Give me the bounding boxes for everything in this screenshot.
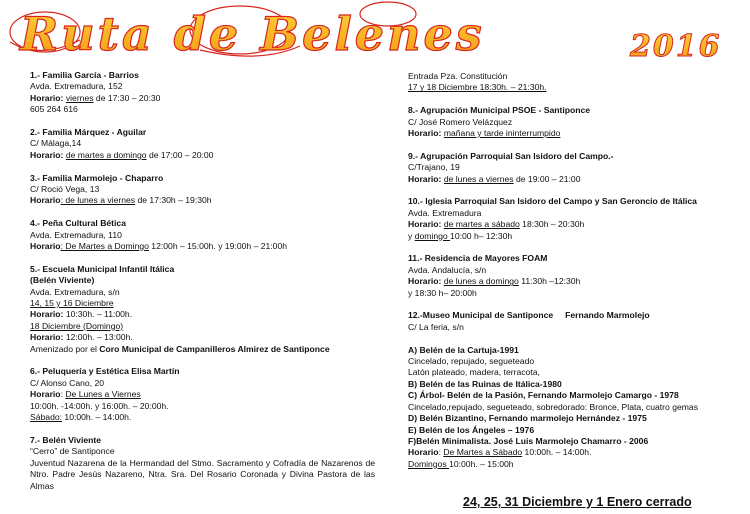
schedule: Horario: viernes de 17:30 – 20:30 — [30, 92, 161, 103]
entry-7 — [30, 435, 375, 492]
closed-dates-notice: 24, 25, 31 Diciembre y 1 Enero cerrado — [463, 495, 692, 509]
entry-title: 6.- Peluquería y Estética Elisa Martín — [30, 366, 180, 377]
entry-title: 5.- Escuela Municipal Infantil Itálica — [30, 263, 175, 274]
description: Juventud Nazarena de la Hermandad del Stmo. Sacramento y Cofradía de Nazarenos de Ntro. Padre Jesús Nazareno, Ntra. Sra. Del Rosario Coronada y Divina Pastora de las Almas — [30, 457, 375, 491]
address: C/Trajano, 19 — [408, 162, 460, 173]
address: C/ La feria, s/n — [408, 321, 464, 332]
entry-2 — [30, 127, 375, 161]
entry-10 — [408, 196, 748, 242]
schedule: Horario: de lunes a viernes de 17:30h – 19:30h — [30, 195, 212, 206]
entry-title: 10.- Iglesia Parroquial San Isidoro del Campo y San Geroncio de Itálica — [408, 196, 697, 207]
entry-title: 8.- Agrupación Municipal PSOE - Santiponce — [408, 105, 591, 116]
exhibit-e: E) Belén de los Ángeles – 1976 — [408, 424, 535, 435]
exhibit-f: F)Belén Minimalista. José Luis Marmolejo Chamarro - 2006 — [408, 435, 649, 446]
schedule: Horario: De Martes a Domingo 12:00h – 15:00h. y 19:00h – 21:00h — [30, 241, 288, 252]
entry-title: 7.- Belén Viviente — [30, 434, 102, 445]
exhibit-d: D) Belén Bizantino, Fernando marmolejo Hernández - 1975 — [408, 413, 647, 424]
entry-title: 1.- Familia García - Barrios — [30, 70, 139, 80]
date: 18 Diciembre (Domingo) — [30, 320, 124, 331]
entry-title: 4.- Peña Cultural Bética — [30, 218, 126, 229]
entry-7-continued — [408, 71, 748, 94]
entry-subtitle: “Cerro” de Santiponce — [30, 446, 115, 457]
svg-text:2016: 2016 — [630, 29, 722, 64]
schedule-hours: 10:00h. -14:00h. y 16:00h. – 20:00h. — [30, 400, 169, 411]
address: C/ José Romero Velázquez — [408, 116, 513, 127]
schedule: Horario: 10:30h. – 11:00h. — [30, 309, 133, 320]
schedule: Horario: mañana y tarde ininterrumpido — [408, 128, 561, 139]
schedule: Horario: de lunes a viernes de 19:00 – 21:00 — [408, 173, 581, 184]
entry-1 — [30, 70, 375, 116]
entry-9 — [408, 151, 748, 185]
address: Avda. Extremadura, 110 — [30, 229, 122, 240]
exhibit-a-technique: Cincelado, repujado, segueteado — [408, 356, 535, 367]
entry-title: 2.- Familia Márquez - Aguilar — [30, 127, 147, 138]
entry-title: 3.- Familia Marmolejo - Chaparro — [30, 172, 164, 183]
exhibit-a-materials: Latón plateado, madera, terracota, — [408, 367, 540, 378]
entry-title: 11.- Residencia de Mayores FOAM — [408, 253, 548, 264]
exhibit-c: C) Árbol- Belén de la Pasión, Fernando Marmolejo Camargo - 1978 — [408, 390, 679, 401]
entry-5 — [30, 264, 375, 355]
right-column — [408, 71, 748, 470]
exhibit-c-details: Cincelado,repujado, segueteado, sobredorado: Bronce, Plata, cuatro gemas — [408, 401, 698, 412]
exhibit-a: A) Belén de la Cartuja-1991 — [408, 344, 519, 355]
entry-11 — [408, 253, 748, 299]
schedule-evening: y 18:30 h– 20:00h — [408, 287, 477, 298]
schedule: Horario: de martes a domingo de 17:00 – 20:00 — [30, 149, 214, 160]
schedule: Horario: de lunes a domingo 11:30h –12:30h — [408, 276, 581, 287]
address: Avda. Extremadura, s/n — [30, 286, 120, 297]
entry-4 — [30, 218, 375, 252]
date: 14, 15 y 16 Diciembre — [30, 298, 114, 309]
phone: 605 264 616 — [30, 104, 78, 115]
entry-12 — [408, 310, 748, 470]
schedule-sunday: y domingo 10:00 h– 12:30h — [408, 230, 513, 241]
entry-8 — [408, 105, 748, 139]
schedule-sunday: Domingos 10:00h. – 15:00h — [408, 458, 514, 469]
schedule: Horario: De Lunes a Viernes — [30, 389, 141, 400]
schedule-saturday: Sábado: 10:00h. – 14:00h. — [30, 412, 132, 423]
svg-text:Ruta de Belenes: Ruta de Belenes — [20, 7, 485, 61]
address: C/ Roció Vega, 13 — [30, 184, 100, 195]
page-title — [0, 0, 750, 66]
schedule: Horario: de martes a sábado 18:30h – 20:30h — [408, 219, 585, 230]
address: Avda. Extremadura — [408, 207, 482, 218]
entry-3 — [30, 173, 375, 207]
address: C/ Málaga,14 — [30, 138, 82, 149]
schedule: Horario: 12:00h. – 13:00h. — [30, 332, 133, 343]
entrance: Entrada Pza. Constitución — [408, 71, 508, 81]
entry-title: 12.-Museo Municipal de Santiponce Fernando Marmolejo — [408, 310, 650, 321]
entry-6 — [30, 366, 375, 423]
left-column — [30, 70, 375, 492]
entry-subtitle: (Belén Viviente) — [30, 275, 95, 286]
exhibit-b: B) Belén de las Ruinas de Itálica-1980 — [408, 378, 562, 389]
address: C/ Alonso Cano, 20 — [30, 377, 105, 388]
address: Avda. Andalucía, s/n — [408, 264, 487, 275]
entry-title: 9.- Agrupación Parroquial San Isidoro del Campo.- — [408, 150, 614, 161]
date: 17 y 18 Diciembre 18:30h. – 21:30h. — [408, 82, 547, 93]
note: Amenizado por el Coro Municipal de Campanilleros Almirez de Santiponce — [30, 343, 330, 354]
schedule: Horario: De Martes a Sábado 10:00h. – 14:00h. — [408, 447, 592, 458]
address: Avda. Extremadura, 152 — [30, 81, 123, 92]
